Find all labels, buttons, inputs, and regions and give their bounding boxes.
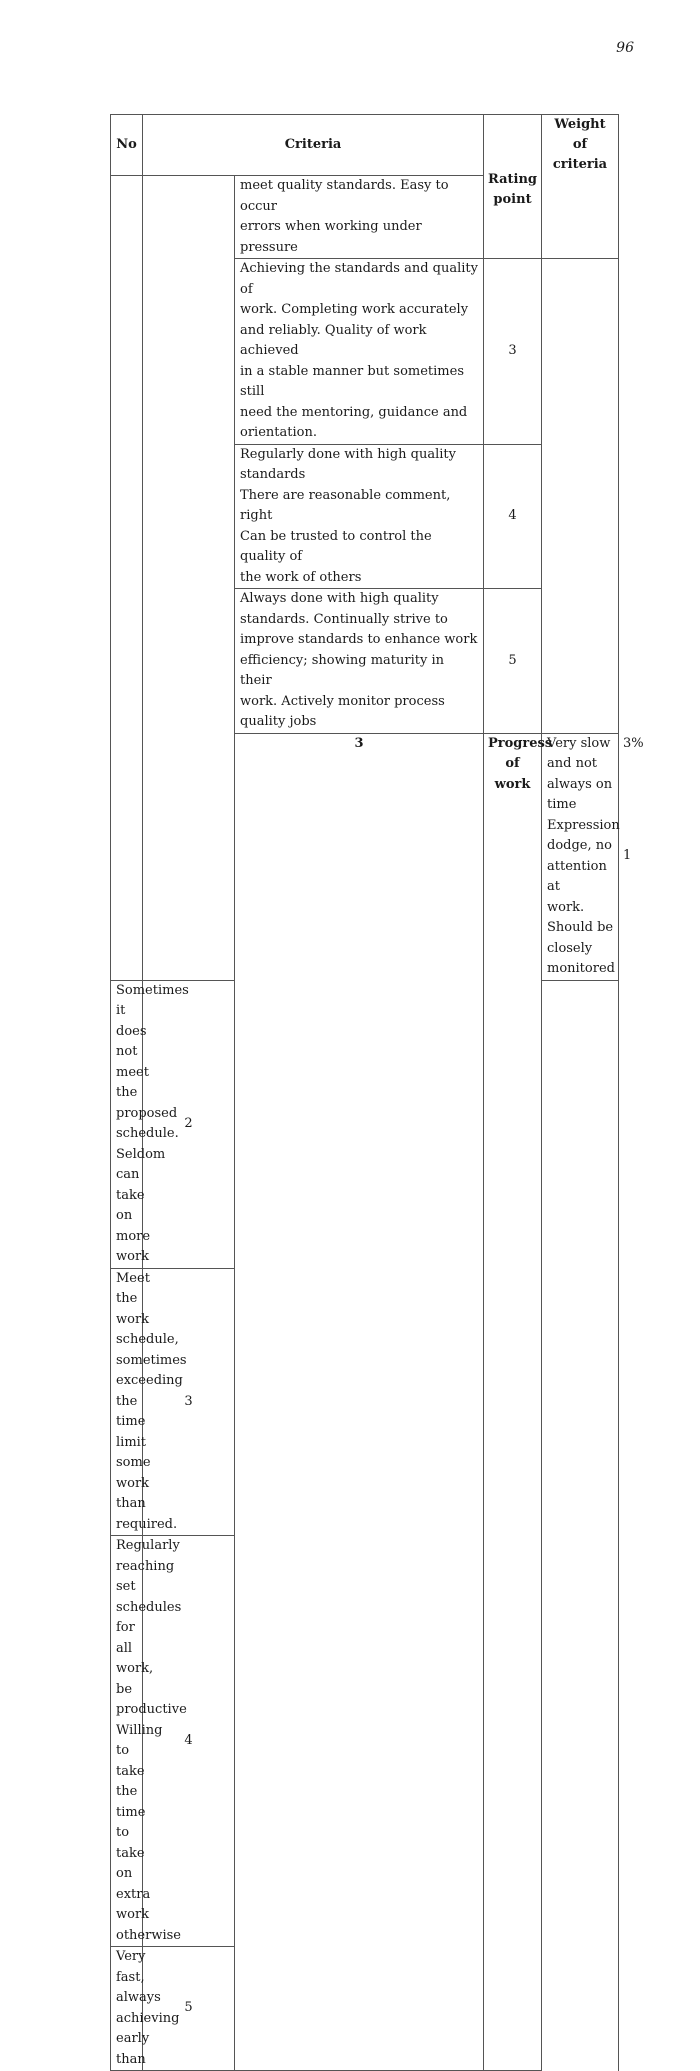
description-line: Should be closely monitored: [547, 920, 615, 976]
weight-header-line: criteria: [552, 157, 608, 172]
header-row: [111, 115, 619, 176]
description-line: Regularly done with high quality: [240, 446, 456, 462]
description-line: There are reasonable comment, right: [240, 487, 451, 523]
rating-header-line: Rating: [488, 171, 538, 187]
description-line: quality jobs: [240, 714, 317, 729]
description-line: and reliably. Quality of work achieved: [240, 322, 427, 358]
description-line: standards. Continually strive to: [240, 611, 448, 627]
criteria-name: [484, 733, 553, 2071]
rating-cell: 5: [143, 1947, 235, 2071]
weight-header: [542, 115, 619, 259]
criteria-name-cell-blank: [143, 176, 235, 981]
description-cell: [235, 444, 484, 589]
rating-cell: 3: [484, 259, 542, 445]
description-line: the work of others: [240, 569, 362, 585]
description-line: in a stable manner but sometimes still: [240, 363, 465, 399]
weight-header-line: Weight: [554, 117, 606, 132]
description-line: Sometimes it does not meet the: [116, 982, 189, 1100]
rating-cell: 2: [143, 980, 235, 1268]
criteria-name-line: Progress of: [488, 735, 553, 771]
description-line: Seldom can take on more work: [116, 1146, 166, 1264]
description-line: work. Completing work accurately: [240, 302, 469, 317]
description-line: errors when working under pressure: [240, 219, 422, 255]
description-cell: [542, 733, 619, 980]
no-cell-blank: [111, 176, 143, 981]
description-line: need the mentoring, guidance and: [240, 404, 468, 420]
description-cell: [111, 1268, 187, 1536]
description-line: Always done with high quality: [240, 591, 439, 606]
description-line: Willing to take the time to take on: [116, 1722, 163, 1881]
no-header: No: [111, 115, 143, 176]
description-line: exceeding the time limit some work: [116, 1373, 183, 1491]
description-line: standards: [240, 467, 306, 482]
description-cell: [235, 176, 484, 259]
page-number: 96: [616, 40, 634, 56]
table-body: [111, 115, 644, 2071]
description-line: Meet the work schedule, sometimes: [116, 1270, 187, 1368]
description-line: work.: [547, 899, 585, 915]
description-line: Regularly reaching set schedules for: [116, 1538, 182, 1635]
description-line: Very fast, always achieving early than: [116, 1949, 180, 2067]
weight-header-line: of: [572, 137, 588, 152]
rating-cell: 4: [143, 1536, 235, 1947]
rating-header-line: point: [493, 191, 532, 207]
table-row: 3 Progress of work Very slow and not always on time Expression dodge, no attention at work. Should be closely monitored 1 3%: [111, 733, 619, 980]
description-cell: [235, 259, 484, 445]
criteria-name-line: work: [494, 776, 531, 792]
description-line: meet quality standards. Easy to occur: [240, 178, 449, 214]
description-line: than required.: [116, 1496, 178, 1532]
criteria-table: [110, 114, 644, 2071]
description-line: all work, be productive: [116, 1640, 187, 1717]
description-line: work. Actively monitor process: [240, 693, 445, 709]
criteria-header: Criteria: [143, 115, 484, 176]
description-line: efficiency; showing maturity in their: [240, 652, 444, 688]
rating-cell: 4: [484, 444, 542, 589]
rating-header: [484, 115, 542, 259]
description-cell: [111, 980, 189, 1268]
description-line: Can be trusted to control the quality of: [240, 528, 432, 564]
description-line: Very slow and not always on time: [547, 735, 613, 812]
rating-cell: 5: [484, 589, 542, 734]
description-cell: [235, 589, 484, 734]
description-line: Expression dodge, no attention at: [547, 817, 620, 894]
description-line: Achieving the standards and quality of: [240, 261, 478, 297]
description-line: orientation.: [240, 425, 317, 440]
rating-cell: 3: [143, 1268, 235, 1536]
description-line: proposed schedule.: [116, 1105, 179, 1141]
section-number: 3: [235, 733, 484, 2071]
description-line: improve standards to enhance work: [240, 632, 478, 647]
description-cell: [111, 1536, 187, 1947]
weight-cell-blank: [542, 259, 619, 734]
description-cell: [111, 1947, 180, 2071]
description-line: extra work otherwise: [116, 1886, 181, 1943]
